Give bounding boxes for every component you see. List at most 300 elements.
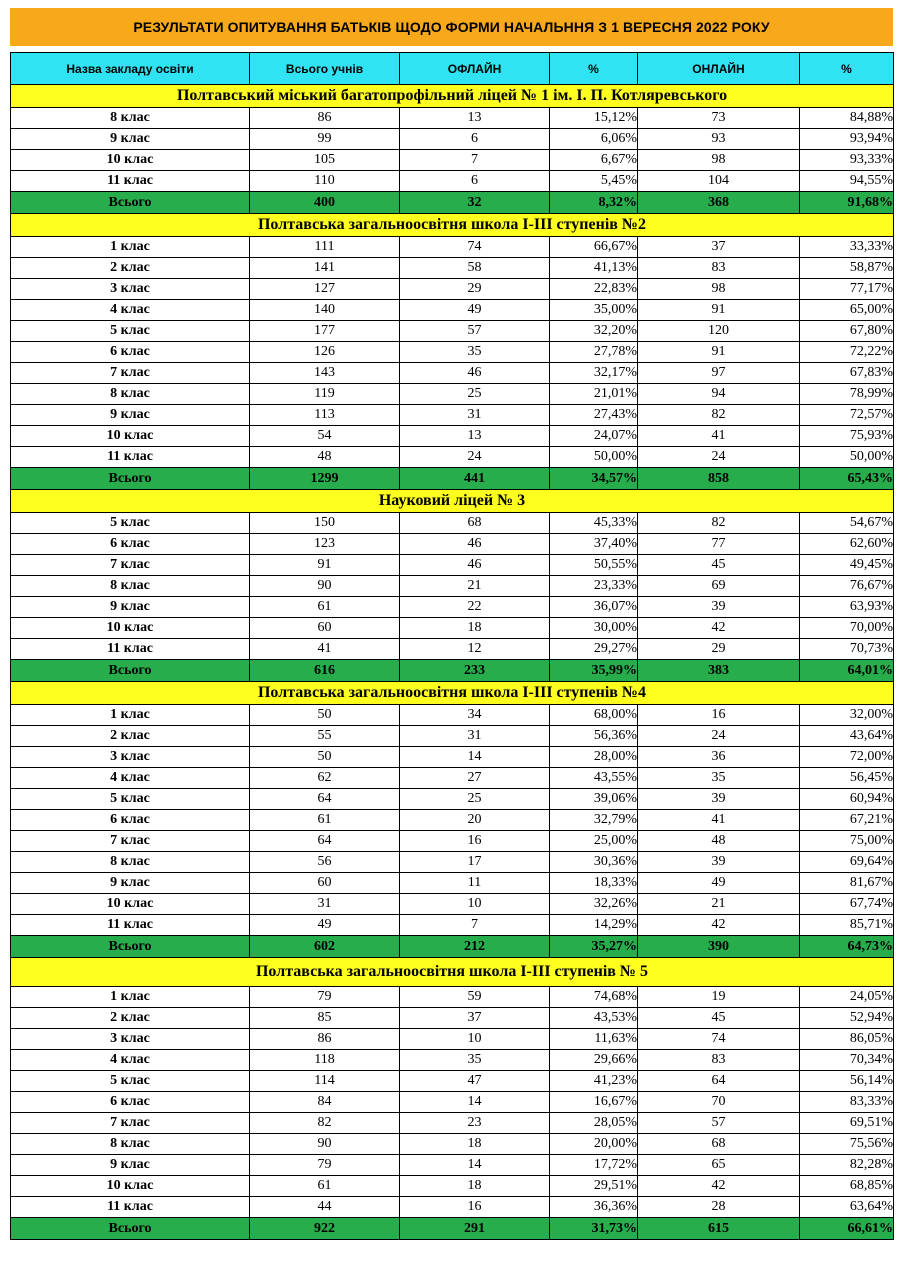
offline-percent-cell: 6,67% — [550, 150, 638, 171]
table-row — [11, 513, 894, 534]
table-row — [11, 1197, 894, 1218]
class-name-cell: 6 клас — [11, 810, 250, 831]
offline-percent-cell: 6,06% — [550, 129, 638, 150]
online-percent-cell: 70,00% — [800, 618, 894, 639]
online-count-cell: 98 — [638, 150, 800, 171]
online-percent-cell: 86,05% — [800, 1029, 894, 1050]
offline-percent-cell: 14,29% — [550, 915, 638, 936]
class-name-cell: 6 клас — [11, 534, 250, 555]
total-total-students-cell: 602 — [250, 936, 400, 958]
total-students-cell: 111 — [250, 237, 400, 258]
table-row — [11, 342, 894, 363]
survey-results-table — [10, 52, 894, 1240]
total-students-cell: 113 — [250, 405, 400, 426]
offline-percent-cell: 32,26% — [550, 894, 638, 915]
class-name-cell: 8 клас — [11, 384, 250, 405]
offline-count-cell: 35 — [400, 1050, 550, 1071]
total-online-count-cell: 615 — [638, 1218, 800, 1240]
online-count-cell: 35 — [638, 768, 800, 789]
online-count-cell: 77 — [638, 534, 800, 555]
class-name-cell: 9 клас — [11, 1155, 250, 1176]
total-class-name-cell: Всього — [11, 936, 250, 958]
class-name-cell: 8 клас — [11, 1134, 250, 1155]
class-name-cell: 11 клас — [11, 1197, 250, 1218]
offline-count-cell: 14 — [400, 1092, 550, 1113]
class-name-cell: 6 клас — [11, 1092, 250, 1113]
table-row — [11, 1176, 894, 1197]
table-row — [11, 789, 894, 810]
online-percent-cell: 67,80% — [800, 321, 894, 342]
online-count-cell: 70 — [638, 1092, 800, 1113]
total-students-cell: 54 — [250, 426, 400, 447]
online-percent-cell: 75,93% — [800, 426, 894, 447]
school-name: Полтавська загальноосвітня школа І-ІІІ ступенів №4 — [11, 682, 894, 705]
table-row — [11, 831, 894, 852]
offline-count-cell: 25 — [400, 789, 550, 810]
online-percent-cell: 84,88% — [800, 108, 894, 129]
offline-percent-cell: 37,40% — [550, 534, 638, 555]
online-percent-cell: 93,33% — [800, 150, 894, 171]
total-total-students-cell: 922 — [250, 1218, 400, 1240]
school-section-header — [11, 214, 894, 237]
total-class-name-cell: Всього — [11, 468, 250, 490]
offline-percent-cell: 41,23% — [550, 1071, 638, 1092]
offline-count-cell: 17 — [400, 852, 550, 873]
online-percent-cell: 43,64% — [800, 726, 894, 747]
school-name: Полтавська загальноосвітня школа І-ІІІ ступенів № 5 — [11, 958, 894, 987]
table-row — [11, 129, 894, 150]
total-students-cell: 99 — [250, 129, 400, 150]
table-body — [11, 85, 894, 1240]
class-name-cell: 6 клас — [11, 342, 250, 363]
total-students-cell: 110 — [250, 171, 400, 192]
class-name-cell: 1 клас — [11, 237, 250, 258]
total-students-cell: 114 — [250, 1071, 400, 1092]
online-percent-cell: 63,93% — [800, 597, 894, 618]
online-percent-cell: 24,05% — [800, 987, 894, 1008]
class-name-cell: 3 клас — [11, 747, 250, 768]
total-students-cell: 143 — [250, 363, 400, 384]
offline-count-cell: 14 — [400, 747, 550, 768]
table-row — [11, 555, 894, 576]
table-row — [11, 915, 894, 936]
offline-percent-cell: 29,66% — [550, 1050, 638, 1071]
online-count-cell: 65 — [638, 1155, 800, 1176]
offline-count-cell: 46 — [400, 555, 550, 576]
online-percent-cell: 33,33% — [800, 237, 894, 258]
offline-percent-cell: 43,53% — [550, 1008, 638, 1029]
total-row — [11, 936, 894, 958]
total-offline-percent-cell: 35,99% — [550, 660, 638, 682]
offline-count-cell: 22 — [400, 597, 550, 618]
table-row — [11, 726, 894, 747]
offline-percent-cell: 27,78% — [550, 342, 638, 363]
total-offline-percent-cell: 8,32% — [550, 192, 638, 214]
online-percent-cell: 69,51% — [800, 1113, 894, 1134]
offline-count-cell: 57 — [400, 321, 550, 342]
online-percent-cell: 63,64% — [800, 1197, 894, 1218]
class-name-cell: 7 клас — [11, 1113, 250, 1134]
offline-count-cell: 37 — [400, 1008, 550, 1029]
online-count-cell: 39 — [638, 852, 800, 873]
online-count-cell: 68 — [638, 1134, 800, 1155]
total-total-students-cell: 400 — [250, 192, 400, 214]
online-count-cell: 49 — [638, 873, 800, 894]
online-percent-cell: 77,17% — [800, 279, 894, 300]
total-students-cell: 50 — [250, 747, 400, 768]
total-students-cell: 55 — [250, 726, 400, 747]
class-name-cell: 4 клас — [11, 1050, 250, 1071]
table-row — [11, 1155, 894, 1176]
total-students-cell: 61 — [250, 1176, 400, 1197]
class-name-cell: 9 клас — [11, 405, 250, 426]
table-row — [11, 873, 894, 894]
table-row — [11, 258, 894, 279]
total-row — [11, 1218, 894, 1240]
offline-percent-cell: 16,67% — [550, 1092, 638, 1113]
total-students-cell: 90 — [250, 576, 400, 597]
total-online-count-cell: 858 — [638, 468, 800, 490]
online-count-cell: 57 — [638, 1113, 800, 1134]
total-students-cell: 60 — [250, 618, 400, 639]
offline-count-cell: 18 — [400, 618, 550, 639]
school-section-header — [11, 85, 894, 108]
online-percent-cell: 94,55% — [800, 171, 894, 192]
total-online-percent-cell: 66,61% — [800, 1218, 894, 1240]
class-name-cell: 2 клас — [11, 258, 250, 279]
total-students-cell: 150 — [250, 513, 400, 534]
online-count-cell: 42 — [638, 915, 800, 936]
total-row — [11, 192, 894, 214]
class-name-cell: 10 клас — [11, 618, 250, 639]
offline-count-cell: 31 — [400, 726, 550, 747]
class-name-cell: 10 клас — [11, 426, 250, 447]
total-online-count-cell: 383 — [638, 660, 800, 682]
offline-percent-cell: 36,36% — [550, 1197, 638, 1218]
total-online-count-cell: 390 — [638, 936, 800, 958]
online-count-cell: 37 — [638, 237, 800, 258]
table-row — [11, 1092, 894, 1113]
offline-count-cell: 58 — [400, 258, 550, 279]
header-online: ОНЛАЙН — [638, 53, 800, 85]
online-percent-cell: 67,74% — [800, 894, 894, 915]
class-name-cell: 2 клас — [11, 726, 250, 747]
online-count-cell: 64 — [638, 1071, 800, 1092]
online-percent-cell: 70,34% — [800, 1050, 894, 1071]
class-name-cell: 10 клас — [11, 1176, 250, 1197]
total-class-name-cell: Всього — [11, 660, 250, 682]
total-students-cell: 64 — [250, 831, 400, 852]
total-students-cell: 85 — [250, 1008, 400, 1029]
online-percent-cell: 65,00% — [800, 300, 894, 321]
online-count-cell: 41 — [638, 426, 800, 447]
total-offline-count-cell: 233 — [400, 660, 550, 682]
online-count-cell: 39 — [638, 789, 800, 810]
school-section-header — [11, 682, 894, 705]
offline-count-cell: 7 — [400, 150, 550, 171]
offline-count-cell: 29 — [400, 279, 550, 300]
online-percent-cell: 83,33% — [800, 1092, 894, 1113]
table-row — [11, 447, 894, 468]
table-row — [11, 363, 894, 384]
online-count-cell: 21 — [638, 894, 800, 915]
total-students-cell: 61 — [250, 810, 400, 831]
offline-count-cell: 18 — [400, 1134, 550, 1155]
offline-count-cell: 13 — [400, 108, 550, 129]
online-percent-cell: 85,71% — [800, 915, 894, 936]
total-students-cell: 118 — [250, 1050, 400, 1071]
class-name-cell: 9 клас — [11, 873, 250, 894]
online-count-cell: 45 — [638, 555, 800, 576]
online-percent-cell: 81,67% — [800, 873, 894, 894]
page-title: РЕЗУЛЬТАТИ ОПИТУВАННЯ БАТЬКІВ ЩОДО ФОРМИ НАЧАЛЬННЯ З 1 ВЕРЕСНЯ 2022 РОКУ — [10, 8, 893, 46]
class-name-cell: 9 клас — [11, 129, 250, 150]
online-percent-cell: 54,67% — [800, 513, 894, 534]
total-class-name-cell: Всього — [11, 1218, 250, 1240]
total-online-percent-cell: 64,73% — [800, 936, 894, 958]
online-percent-cell: 50,00% — [800, 447, 894, 468]
offline-percent-cell: 50,00% — [550, 447, 638, 468]
offline-percent-cell: 21,01% — [550, 384, 638, 405]
online-count-cell: 36 — [638, 747, 800, 768]
table-row — [11, 237, 894, 258]
total-students-cell: 119 — [250, 384, 400, 405]
offline-percent-cell: 32,17% — [550, 363, 638, 384]
online-percent-cell: 58,87% — [800, 258, 894, 279]
table-header-row — [11, 53, 894, 85]
class-name-cell: 7 клас — [11, 831, 250, 852]
online-percent-cell: 72,00% — [800, 747, 894, 768]
online-count-cell: 28 — [638, 1197, 800, 1218]
online-count-cell: 104 — [638, 171, 800, 192]
total-students-cell: 44 — [250, 1197, 400, 1218]
total-online-percent-cell: 65,43% — [800, 468, 894, 490]
total-students-cell: 90 — [250, 1134, 400, 1155]
online-count-cell: 91 — [638, 342, 800, 363]
table-row — [11, 987, 894, 1008]
class-name-cell: 5 клас — [11, 321, 250, 342]
total-students-cell: 84 — [250, 1092, 400, 1113]
school-name: Полтавський міський багатопрофільний ліцей № 1 ім. І. П. Котляревського — [11, 85, 894, 108]
online-count-cell: 24 — [638, 726, 800, 747]
header-online-percent: % — [800, 53, 894, 85]
online-percent-cell: 56,45% — [800, 768, 894, 789]
total-online-percent-cell: 64,01% — [800, 660, 894, 682]
offline-percent-cell: 39,06% — [550, 789, 638, 810]
offline-percent-cell: 30,00% — [550, 618, 638, 639]
table-row — [11, 1008, 894, 1029]
offline-percent-cell: 25,00% — [550, 831, 638, 852]
class-name-cell: 8 клас — [11, 108, 250, 129]
offline-percent-cell: 50,55% — [550, 555, 638, 576]
class-name-cell: 10 клас — [11, 150, 250, 171]
online-count-cell: 74 — [638, 1029, 800, 1050]
offline-percent-cell: 17,72% — [550, 1155, 638, 1176]
offline-percent-cell: 28,00% — [550, 747, 638, 768]
online-count-cell: 83 — [638, 1050, 800, 1071]
online-count-cell: 48 — [638, 831, 800, 852]
offline-count-cell: 68 — [400, 513, 550, 534]
class-name-cell: 11 клас — [11, 171, 250, 192]
class-name-cell: 11 клас — [11, 639, 250, 660]
total-class-name-cell: Всього — [11, 192, 250, 214]
online-count-cell: 39 — [638, 597, 800, 618]
offline-count-cell: 10 — [400, 894, 550, 915]
online-percent-cell: 67,21% — [800, 810, 894, 831]
offline-count-cell: 14 — [400, 1155, 550, 1176]
class-name-cell: 5 клас — [11, 1071, 250, 1092]
table-row — [11, 768, 894, 789]
online-percent-cell: 75,56% — [800, 1134, 894, 1155]
table-row — [11, 534, 894, 555]
offline-count-cell: 25 — [400, 384, 550, 405]
total-students-cell: 91 — [250, 555, 400, 576]
total-students-cell: 140 — [250, 300, 400, 321]
online-count-cell: 69 — [638, 576, 800, 597]
online-count-cell: 94 — [638, 384, 800, 405]
table-row — [11, 1029, 894, 1050]
offline-percent-cell: 74,68% — [550, 987, 638, 1008]
online-count-cell: 82 — [638, 513, 800, 534]
offline-percent-cell: 32,79% — [550, 810, 638, 831]
online-count-cell: 42 — [638, 1176, 800, 1197]
total-offline-count-cell: 291 — [400, 1218, 550, 1240]
online-percent-cell: 68,85% — [800, 1176, 894, 1197]
online-count-cell: 83 — [638, 258, 800, 279]
total-row — [11, 468, 894, 490]
total-students-cell: 50 — [250, 705, 400, 726]
table-row — [11, 384, 894, 405]
offline-percent-cell: 27,43% — [550, 405, 638, 426]
total-students-cell: 82 — [250, 1113, 400, 1134]
online-count-cell: 29 — [638, 639, 800, 660]
offline-percent-cell: 66,67% — [550, 237, 638, 258]
offline-count-cell: 20 — [400, 810, 550, 831]
table-row — [11, 1071, 894, 1092]
total-offline-count-cell: 32 — [400, 192, 550, 214]
total-students-cell: 48 — [250, 447, 400, 468]
online-count-cell: 42 — [638, 618, 800, 639]
online-percent-cell: 56,14% — [800, 1071, 894, 1092]
total-students-cell: 141 — [250, 258, 400, 279]
total-students-cell: 41 — [250, 639, 400, 660]
offline-count-cell: 18 — [400, 1176, 550, 1197]
class-name-cell: 1 клас — [11, 987, 250, 1008]
table-row — [11, 747, 894, 768]
total-students-cell: 86 — [250, 108, 400, 129]
offline-count-cell: 31 — [400, 405, 550, 426]
table-row — [11, 426, 894, 447]
online-percent-cell: 60,94% — [800, 789, 894, 810]
header-offline-percent: % — [550, 53, 638, 85]
table-row — [11, 618, 894, 639]
online-percent-cell: 76,67% — [800, 576, 894, 597]
offline-percent-cell: 20,00% — [550, 1134, 638, 1155]
offline-percent-cell: 29,51% — [550, 1176, 638, 1197]
total-row — [11, 660, 894, 682]
online-percent-cell: 75,00% — [800, 831, 894, 852]
class-name-cell: 2 клас — [11, 1008, 250, 1029]
online-count-cell: 82 — [638, 405, 800, 426]
table-row — [11, 1134, 894, 1155]
offline-count-cell: 7 — [400, 915, 550, 936]
class-name-cell: 8 клас — [11, 576, 250, 597]
offline-count-cell: 35 — [400, 342, 550, 363]
offline-percent-cell: 11,63% — [550, 1029, 638, 1050]
online-count-cell: 16 — [638, 705, 800, 726]
online-count-cell: 93 — [638, 129, 800, 150]
total-students-cell: 64 — [250, 789, 400, 810]
offline-count-cell: 11 — [400, 873, 550, 894]
online-count-cell: 24 — [638, 447, 800, 468]
online-count-cell: 41 — [638, 810, 800, 831]
offline-count-cell: 16 — [400, 831, 550, 852]
offline-count-cell: 21 — [400, 576, 550, 597]
table-row — [11, 1113, 894, 1134]
online-count-cell: 98 — [638, 279, 800, 300]
total-offline-percent-cell: 31,73% — [550, 1218, 638, 1240]
online-count-cell: 120 — [638, 321, 800, 342]
offline-count-cell: 23 — [400, 1113, 550, 1134]
total-students-cell: 105 — [250, 150, 400, 171]
class-name-cell: 9 клас — [11, 597, 250, 618]
class-name-cell: 1 клас — [11, 705, 250, 726]
table-row — [11, 108, 894, 129]
table-row — [11, 576, 894, 597]
school-name: Науковий ліцей № 3 — [11, 490, 894, 513]
total-students-cell: 56 — [250, 852, 400, 873]
class-name-cell: 11 клас — [11, 447, 250, 468]
header-total-students: Всього учнів — [250, 53, 400, 85]
total-total-students-cell: 616 — [250, 660, 400, 682]
total-students-cell: 31 — [250, 894, 400, 915]
offline-percent-cell: 18,33% — [550, 873, 638, 894]
online-percent-cell: 72,57% — [800, 405, 894, 426]
online-percent-cell: 72,22% — [800, 342, 894, 363]
offline-count-cell: 13 — [400, 426, 550, 447]
total-students-cell: 177 — [250, 321, 400, 342]
table-row — [11, 300, 894, 321]
class-name-cell: 7 клас — [11, 363, 250, 384]
class-name-cell: 5 клас — [11, 789, 250, 810]
class-name-cell: 7 клас — [11, 555, 250, 576]
offline-percent-cell: 35,00% — [550, 300, 638, 321]
offline-count-cell: 10 — [400, 1029, 550, 1050]
offline-percent-cell: 45,33% — [550, 513, 638, 534]
offline-count-cell: 27 — [400, 768, 550, 789]
total-students-cell: 49 — [250, 915, 400, 936]
online-percent-cell: 62,60% — [800, 534, 894, 555]
online-count-cell: 97 — [638, 363, 800, 384]
offline-percent-cell: 56,36% — [550, 726, 638, 747]
class-name-cell: 3 клас — [11, 279, 250, 300]
total-total-students-cell: 1299 — [250, 468, 400, 490]
table-row — [11, 321, 894, 342]
online-percent-cell: 93,94% — [800, 129, 894, 150]
online-percent-cell: 78,99% — [800, 384, 894, 405]
total-students-cell: 61 — [250, 597, 400, 618]
online-count-cell: 73 — [638, 108, 800, 129]
school-name: Полтавська загальноосвітня школа І-ІІІ ступенів №2 — [11, 214, 894, 237]
online-percent-cell: 49,45% — [800, 555, 894, 576]
offline-percent-cell: 41,13% — [550, 258, 638, 279]
online-percent-cell: 32,00% — [800, 705, 894, 726]
total-offline-count-cell: 212 — [400, 936, 550, 958]
table-row — [11, 1050, 894, 1071]
table-row — [11, 279, 894, 300]
offline-count-cell: 16 — [400, 1197, 550, 1218]
class-name-cell: 8 клас — [11, 852, 250, 873]
